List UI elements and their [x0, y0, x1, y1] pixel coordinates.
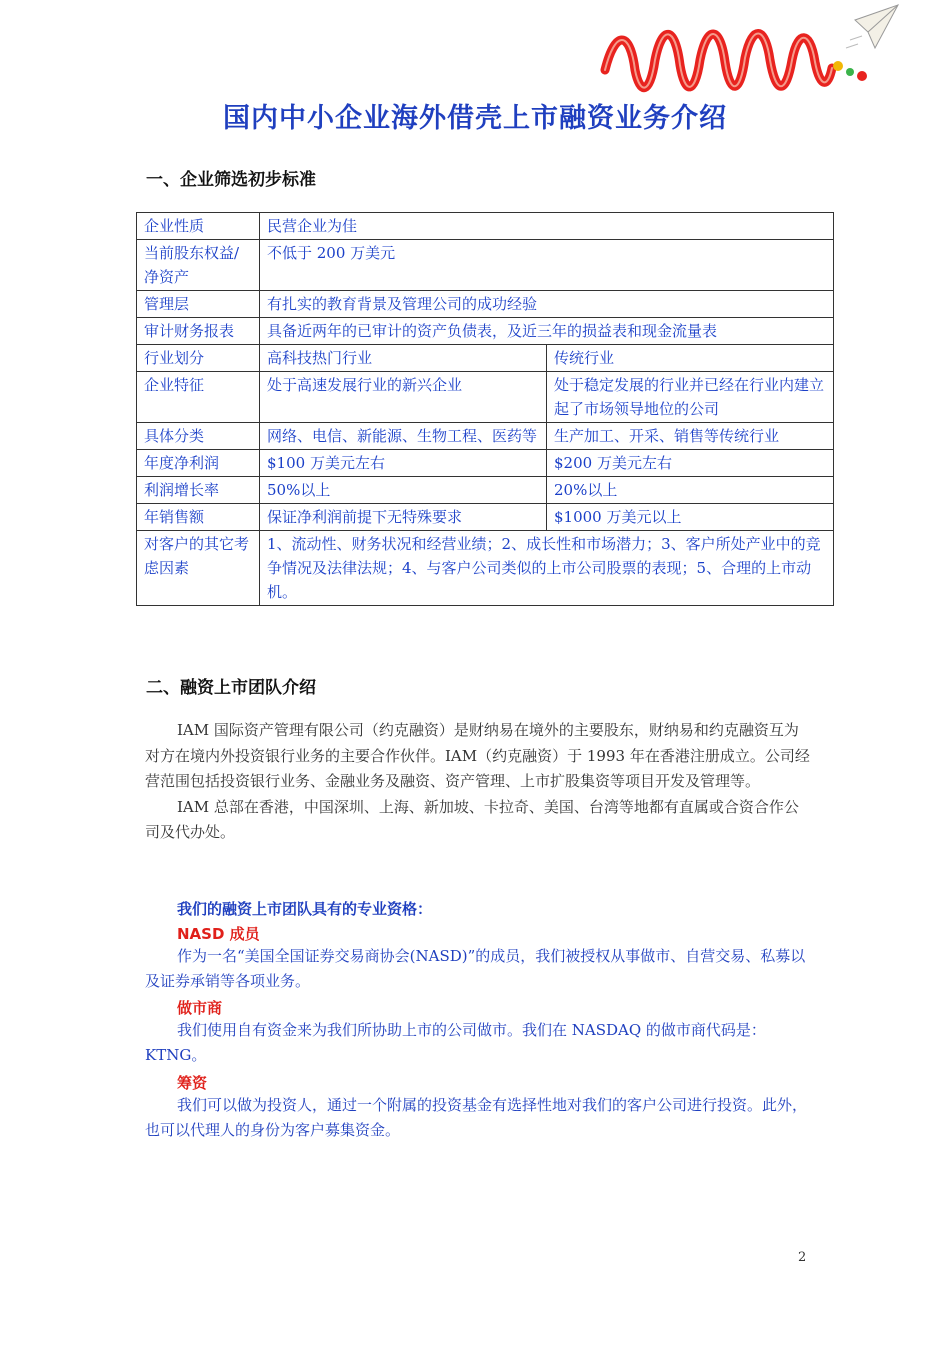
item-title-fundraising: 筹资 — [177, 1074, 208, 1092]
row-key: 利润增长率 — [137, 477, 260, 504]
row-key: 企业性质 — [137, 213, 260, 240]
row-key: 审计财务报表 — [137, 318, 260, 345]
intro-text — [145, 718, 813, 846]
row-value-traditional: 处于稳定发展的行业并已经在行业内建立起了市场领导地位的公司 — [547, 372, 834, 423]
row-value-hightech: 网络、电信、新能源、生物工程、医药等 — [260, 423, 547, 450]
table-row — [137, 240, 834, 291]
row-value: 不低于 200 万美元 — [260, 240, 834, 291]
row-key: 管理层 — [137, 291, 260, 318]
row-key: 当前股东权益/净资产 — [137, 240, 260, 291]
intro-paragraph-1: IAM 国际资产管理有限公司（约克融资）是财纳易在境外的主要股东，财纳易和约克融资互为对方在境内外投资银行业务的主要合作伙伴。IAM（约克融资）于 1993 年在香港注册成立。公司经营范围包括投资银行业务、金融业务及融资、资产管理、上市扩股集资等项目开发及管理等。 — [145, 721, 810, 790]
row-value-traditional: $1000 万美元以上 — [547, 504, 834, 531]
row-key: 年度净利润 — [137, 450, 260, 477]
qualifications-heading: 我们的融资上市团队具有的专业资格： — [177, 900, 433, 918]
row-value-hightech: $100 万美元左右 — [260, 450, 547, 477]
table-row — [137, 318, 834, 345]
item-text-fundraising — [145, 1093, 813, 1143]
row-key: 年销售额 — [137, 504, 260, 531]
page-number: 2 — [798, 1250, 807, 1265]
table-row — [137, 504, 834, 531]
row-value-hightech: 保证净利润前提下无特殊要求 — [260, 504, 547, 531]
table-row — [137, 477, 834, 504]
row-value: 1、流动性、财务状况和经营业绩；2、成长性和市场潜力；3、客户所处产业中的竞争情况及法律法规；4、与客户公司类似的上市公司股票的表现；5、合理的上市动机。 — [260, 531, 834, 606]
item-text: 作为一名“美国全国证券交易商协会(NASD)”的成员，我们被授权从事做市、自营交易、私募以及证券承销等各项业务。 — [145, 947, 806, 990]
section1-heading: 一、企业筛选初步标准 — [146, 170, 316, 190]
row-key: 对客户的其它考虑因素 — [137, 531, 260, 606]
intro-paragraph-2: IAM 总部在香港，中国深圳、上海、新加坡、卡拉奇、美国、台湾等地都有直属或合资合作公司及代办处。 — [145, 797, 799, 841]
row-value: 民营企业为佳 — [260, 213, 834, 240]
row-value-hightech: 高科技热门行业 — [260, 345, 547, 372]
item-text-market-maker — [145, 1018, 813, 1068]
item-text: 我们可以做为投资人，通过一个附属的投资基金有选择性地对我们的客户公司进行投资。此外，也可以代理人的身份为客户募集资金。 — [145, 1096, 808, 1139]
table-row — [137, 372, 834, 423]
criteria-table — [136, 212, 834, 606]
table-row — [137, 531, 834, 606]
row-value: 具备近两年的已审计的资产负债表，及近三年的损益表和现金流量表 — [260, 318, 834, 345]
item-text-nasd — [145, 944, 813, 994]
row-value-hightech: 50%以上 — [260, 477, 547, 504]
table-row — [137, 213, 834, 240]
table-row — [137, 423, 834, 450]
table-row — [137, 450, 834, 477]
decorative-wave-plane-icon — [600, 0, 900, 100]
row-value: 有扎实的教育背景及管理公司的成功经验 — [260, 291, 834, 318]
row-value-traditional: 生产加工、开采、销售等传统行业 — [547, 423, 834, 450]
row-value-traditional: $200 万美元左右 — [547, 450, 834, 477]
row-value-hightech: 处于高速发展行业的新兴企业 — [260, 372, 547, 423]
row-key: 具体分类 — [137, 423, 260, 450]
table-row — [137, 291, 834, 318]
row-value-traditional: 20%以上 — [547, 477, 834, 504]
section2-heading: 二、融资上市团队介绍 — [146, 678, 316, 698]
page-title: 国内中小企业海外借壳上市融资业务介绍 — [223, 103, 727, 134]
item-text: 我们使用自有资金来为我们所协助上市的公司做市。我们在 NASDAQ 的做市商代码是：KTNG。 — [145, 1021, 766, 1064]
row-key: 行业划分 — [137, 345, 260, 372]
row-key: 企业特征 — [137, 372, 260, 423]
item-title-market-maker: 做市商 — [177, 999, 223, 1017]
item-title-nasd: NASD 成员 — [177, 925, 260, 943]
row-value-traditional: 传统行业 — [547, 345, 834, 372]
table-row — [137, 345, 834, 372]
